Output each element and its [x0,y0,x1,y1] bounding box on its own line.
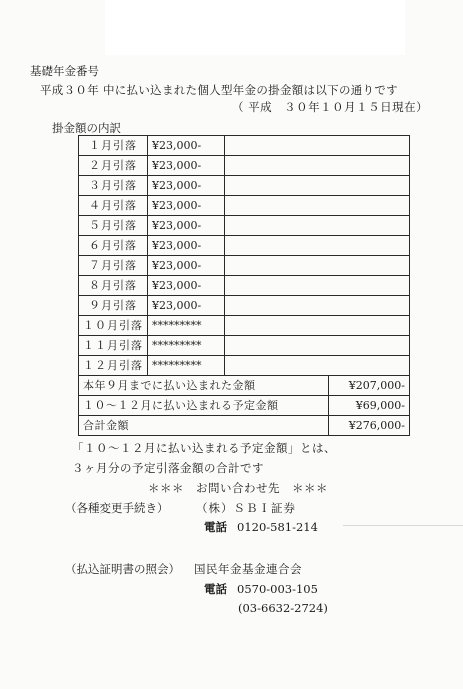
proof-label: （払込証明書の照会） [65,562,180,576]
month-label: ４月引落 [79,196,148,216]
month-label: ９月引落 [79,296,148,316]
proof-tel-alt: (03-6632-2724) [238,601,328,615]
page-edge-line [343,525,463,526]
note-line-2: ３ヶ月分の予定引落金額の合計です [72,461,264,475]
table-row [79,156,410,176]
month-amount: ********* [148,316,225,336]
month-label: ３月引落 [79,176,148,196]
month-label: ８月引落 [79,276,148,296]
total-row [79,416,410,436]
proof-org: 国民年金基金連合会 [194,562,302,576]
empty-cell [225,296,410,316]
empty-cell [225,336,410,356]
total-value: ¥276,000- [328,416,409,436]
empty-cell [225,276,410,296]
empty-cell [225,256,410,276]
changes-org: （株）ＳＢＩ証券 [196,501,296,515]
month-amount: ¥23,000- [148,196,225,216]
month-amount: ¥23,000- [148,136,225,156]
month-label: ２月引落 [79,156,148,176]
month-label: １０月引落 [79,316,148,336]
empty-cell [225,316,410,336]
month-amount: ¥23,000- [148,176,225,196]
redacted-area [105,0,405,55]
empty-cell [225,236,410,256]
month-label: １２月引落 [79,356,148,376]
proof-tel: 0570-003-105 [237,582,318,596]
breakdown-title: 掛金額の内訳 [52,121,121,135]
total-label: 合計金額 [79,416,329,436]
empty-cell [225,176,410,196]
empty-cell [225,156,410,176]
intro-text: 平成３０年 中に払い込まれた個人型年金の掛金額は以下の通りです [40,83,398,97]
proof-tel-label: 電話 [204,582,227,596]
month-amount: ¥23,000- [148,276,225,296]
table-row [79,176,410,196]
table-row [79,256,410,276]
month-amount: ********* [148,356,225,376]
table-row [79,316,410,336]
month-label: ６月引落 [79,236,148,256]
scheduled-label: １０～１２月に払い込まれる予定金額 [79,396,329,416]
month-label: ７月引落 [79,256,148,276]
changes-tel: 0120-581-214 [237,520,318,534]
month-label: １月引落 [79,136,148,156]
scheduled-value: ¥69,000- [328,396,409,416]
table-row [79,136,410,156]
paid-label: 本年９月までに払い込まれた金額 [79,376,329,396]
month-amount: ¥23,000- [148,236,225,256]
contact-heading: ＊＊＊ お問い合わせ先 ＊＊＊ [148,481,328,495]
table-row [79,296,410,316]
empty-cell [225,356,410,376]
pension-number-label: 基礎年金番号 [30,64,99,78]
breakdown-table [78,135,410,436]
month-label: １１月引落 [79,336,148,356]
table-row [79,276,410,296]
month-amount: ¥23,000- [148,256,225,276]
month-amount: ¥23,000- [148,216,225,236]
month-amount: ********* [148,336,225,356]
table-row [79,196,410,216]
table-row [79,216,410,236]
table-row [79,236,410,256]
changes-tel-label: 電話 [204,520,227,534]
month-amount: ¥23,000- [148,296,225,316]
as-of-date: （ 平成 ３０年１０月１５日現在） [232,100,429,114]
empty-cell [225,196,410,216]
month-label: ５月引落 [79,216,148,236]
scheduled-row [79,396,410,416]
table-row [79,356,410,376]
paid-value: ¥207,000- [328,376,409,396]
note-line-1: 「１０～１２月に払い込まれる予定金額」とは、 [72,441,336,455]
table-row [79,336,410,356]
paid-row [79,376,410,396]
month-amount: ¥23,000- [148,156,225,176]
changes-label: （各種変更手続き） [65,501,169,515]
empty-cell [225,136,410,156]
empty-cell [225,216,410,236]
